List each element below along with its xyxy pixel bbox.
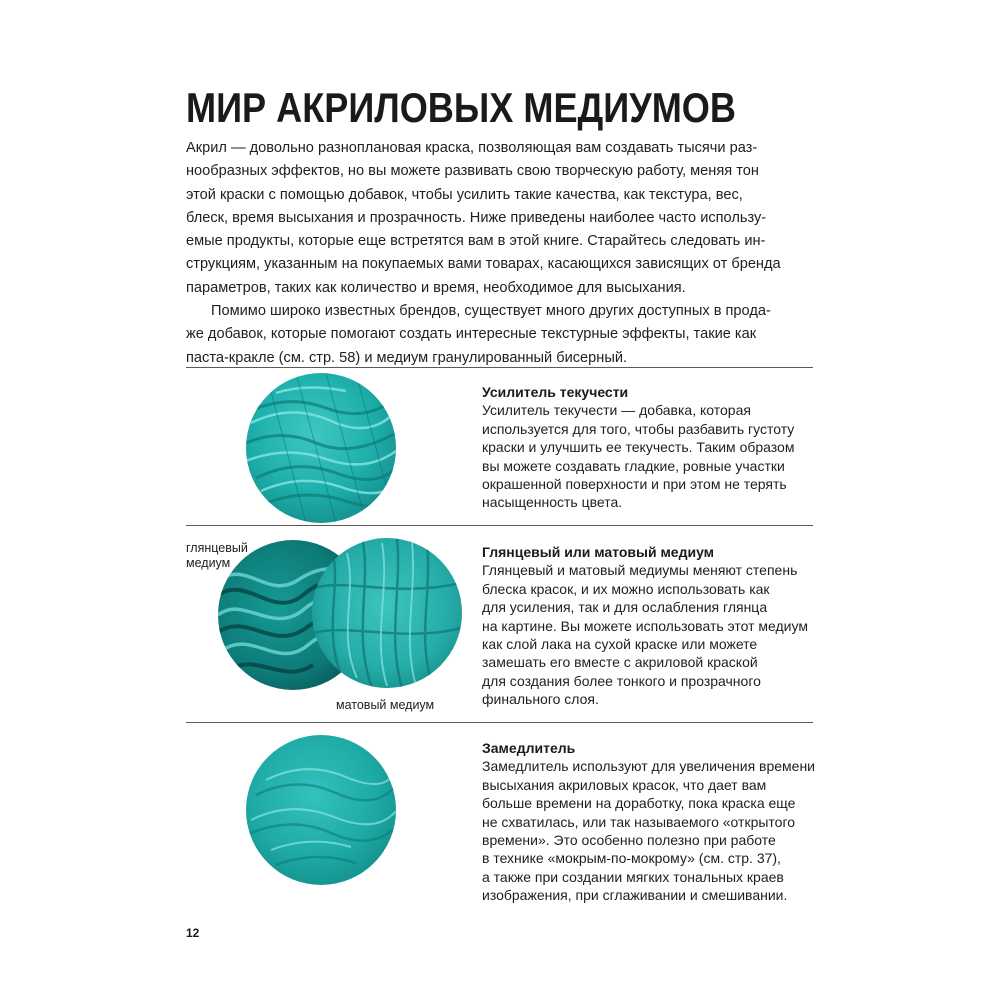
section-divider — [186, 525, 813, 526]
matte-medium-swatch — [312, 538, 462, 688]
intro-line: параметров, таких как количество и время, необходимое для высыхания. — [186, 279, 686, 296]
intro-line: Помимо широко известных брендов, существует много других доступных в прода- — [211, 303, 771, 320]
section-line: насыщенность цвета. — [482, 494, 623, 511]
section-divider — [186, 722, 813, 723]
section-line: для создания более тонкого и прозрачного — [482, 672, 761, 689]
flow-enhancer-swatch — [246, 373, 396, 523]
intro-line: Акрил — довольно разноплановая краска, позволяющая вам создавать тысячи раз- — [186, 140, 758, 156]
section-heading: Замедлитель — [482, 740, 576, 756]
section-flow-enhancer — [482, 383, 817, 512]
matte-caption: матовый медиум — [336, 698, 435, 712]
page-number: 12 — [186, 926, 200, 940]
page-title: МИР АКРИЛОВЫХ МЕДИУМОВ — [186, 84, 736, 131]
section-line: времени». Это особенно полезно при работе — [482, 832, 776, 849]
section-line: Замедлитель используют для увеличения времени — [482, 758, 816, 775]
section-gloss-matte — [482, 543, 817, 709]
section-line: а также при создании мягких тональных краев — [482, 868, 784, 885]
section-line: как слой лака на сухой краске или можете — [482, 636, 758, 653]
section-line: больше времени на доработку, пока краска еще — [482, 795, 796, 812]
section-line: для усиления, так и для ослабления глянца — [482, 599, 768, 616]
intro-line: емые продукты, которые еще встретятся вам в этой книге. Старайтесь следовать ин- — [186, 233, 766, 250]
section-retarder — [482, 739, 817, 905]
section-line: используется для того, чтобы разбавить густоту — [482, 420, 795, 437]
section-line: финального слоя. — [482, 691, 599, 708]
intro-line: паста-кракле (см. стр. 58) и медиум гранулированный бисерный. — [186, 349, 628, 366]
intro-line: струкциям, указанным на покупаемых вами товарах, касающихся зависящих от бренда — [186, 256, 781, 273]
intro-line: этой краски с помощью добавок, чтобы усилить такие качества, как текстура, вес, — [186, 186, 743, 203]
intro-text — [186, 137, 812, 370]
section-line: окрашенной поверхности и при этом не терять — [482, 476, 787, 493]
section-line: замешать его вместе с акриловой краской — [482, 654, 758, 671]
section-line: вы можете создавать гладкие, ровные участки — [482, 457, 785, 474]
intro-line: же добавок, которые помогают создать интересные текстурные эффекты, такие как — [186, 326, 757, 343]
section-line: изображения, при сглаживании и смешивании. — [482, 887, 788, 904]
section-line: на картине. Вы можете использовать этот медиум — [482, 617, 808, 634]
intro-line: блеск, время высыхания и прозрачность. Ниже приведены наиболее часто использу- — [186, 209, 767, 226]
section-heading: Глянцевый или матовый медиум — [482, 544, 715, 560]
section-line: блеска красок, и их можно использовать как — [482, 580, 770, 597]
section-line: не схватилась, или так называемого «открытого — [482, 813, 796, 830]
intro-line: нообразных эффектов, но вы можете развивать свою творческую работу, меняя тон — [186, 163, 759, 180]
section-heading: Усилитель текучести — [482, 384, 629, 400]
gloss-caption: глянцевый медиум — [186, 541, 248, 570]
section-line: Усилитель текучести — добавка, которая — [482, 402, 751, 419]
section-line: высыхания акриловых красок, что дает вам — [482, 776, 767, 793]
section-divider — [186, 367, 813, 368]
retarder-swatch — [246, 735, 396, 885]
section-line: Глянцевый и матовый медиумы меняют степень — [482, 562, 798, 579]
section-line: краски и улучшить ее текучесть. Таким образом — [482, 439, 795, 456]
section-line: в технике «мокрым-по-мокрому» (см. стр. 37), — [482, 850, 781, 867]
